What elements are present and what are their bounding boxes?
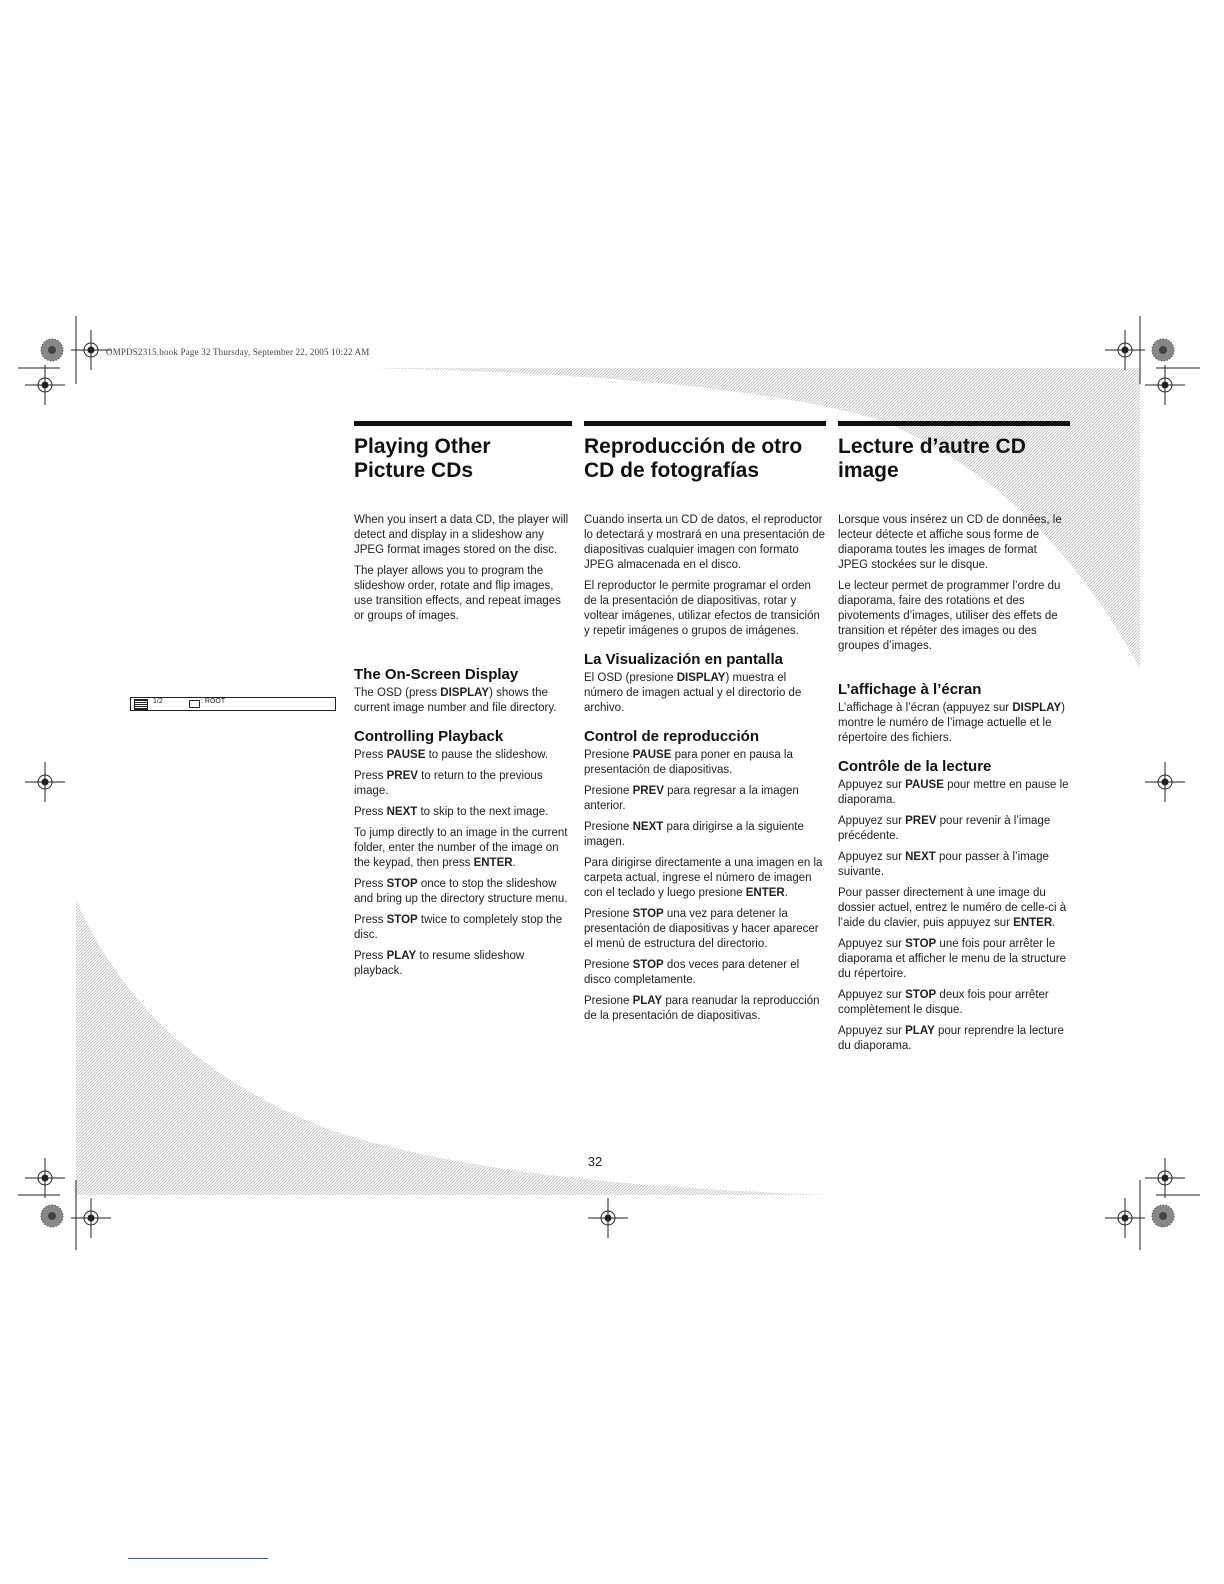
english-title (354, 435, 572, 483)
french-title-line2: image (838, 459, 899, 482)
french-osd-heading: L’affichage à l’écran (838, 681, 982, 698)
french-playback-stop-once: Appuyez sur STOP une fois pour arrêter le diaporama et afficher le menu de la structure du répertoire. (838, 938, 1066, 980)
english-title-line1: Playing Other (354, 435, 491, 458)
spanish-playback-stop-once: Presione STOP una vez para detener la presentación de diapositivas y hacer aparecer el menú de estructura del directorio. (584, 908, 819, 950)
english-title-line2: Picture CDs (354, 459, 474, 482)
english-playback-next: Press NEXT to skip to the next image. (354, 806, 549, 818)
french-playback-next: Appuyez sur NEXT pour passer à l’image suivante. (838, 851, 1049, 878)
english-playback-play: Press PLAY to resume slideshow playback. (354, 950, 525, 977)
spanish-osd-text: El OSD (presione DISPLAY) muestra el número de imagen actual y el directorio de archivo. (584, 672, 802, 714)
french-playback-prev: Appuyez sur PREV pour revenir à l’image précédente. (838, 815, 1051, 842)
spanish-playback-enter: Para dirigirse directamente a una imagen en la carpeta actual, ingrese el número de imagen con el teclado y luego presione ENTER. (584, 857, 823, 899)
english-playback-stop-once: Press STOP once to stop the slideshow and bring up the directory structure menu. (354, 878, 568, 905)
spanish-playback-play: Presione PLAY para reanudar la reproducción de la presentación de diapositivas. (584, 995, 820, 1022)
english-playback-prev: Press PREV to return to the previous image. (354, 770, 543, 797)
french-playback-enter: Pour passer directement à une image du dossier actuel, entrez le numéro de celle-ci à l’aide du clavier, puis appuyez sur ENTER. (838, 887, 1067, 929)
french-playback-stop-twice: Appuyez sur STOP deux fois pour arrêter complètement le disque. (838, 989, 1049, 1016)
french-intro-2: Le lecteur permet de programmer l’ordre du diaporama, faire des rotations et des pivotements d’images, utiliser des effets de transition et répéter des images ou des groupes d’images. (838, 580, 1061, 652)
spanish-playback-pause: Presione PAUSE para poner en pausa la presentación de diapositivas. (584, 749, 793, 776)
osd-page-indicator: 1/2 (153, 698, 163, 705)
french-playback-play: Appuyez sur PLAY pour reprendre la lecture du diaporama. (838, 1025, 1064, 1052)
spanish-osd-heading: La Visualización en pantalla (584, 651, 783, 668)
osd-bar-illustration (130, 697, 336, 711)
image-stack-icon (134, 699, 148, 710)
english-osd-text: The OSD (press DISPLAY) shows the current image number and file directory. (354, 687, 557, 714)
english-playback-pause: Press PAUSE to pause the slideshow. (354, 749, 549, 761)
spanish-title (584, 435, 826, 483)
french-playback-heading: Contrôle de la lecture (838, 758, 992, 775)
spanish-column (584, 421, 826, 1030)
english-osd-heading: The On-Screen Display (354, 666, 519, 683)
french-osd-text: L’affichage à l’écran (appuyez sur DISPLAY) montre le numéro de l’image actuelle et le répertoire des fichiers. (838, 702, 1065, 744)
folder-icon (189, 700, 200, 708)
heading-rule (584, 421, 826, 426)
spanish-playback-prev: Presione PREV para regresar a la imagen anterior. (584, 785, 799, 812)
english-playback-stop-twice: Press STOP twice to completely stop the disc. (354, 914, 563, 941)
french-title-line1: Lecture d’autre CD (838, 435, 1026, 458)
french-title (838, 435, 1070, 483)
english-column (354, 421, 572, 985)
spanish-title-line1: Reproducción de otro (584, 435, 803, 458)
spanish-playback-stop-twice: Presione STOP dos veces para detener el disco completamente. (584, 959, 800, 986)
english-intro-2: The player allows you to program the slideshow order, rotate and flip images, use transition effects, and repeat images or groups of images. (354, 565, 561, 622)
english-intro-1: When you insert a data CD, the player will detect and display in a slideshow any JPEG format images stored on the disc. (354, 514, 569, 556)
spanish-intro-1: Cuando inserta un CD de datos, el reproductor lo detectará y mostrará en una presentación de diapositivas cualquier imagen con formato JPEG almacenada en el disco. (584, 514, 826, 571)
spanish-playback-next: Presione NEXT para dirigirse a la siguiente imagen. (584, 821, 804, 848)
heading-rule (354, 421, 572, 426)
french-intro-1: Lorsque vous insérez un CD de données, le lecteur détecte et affiche sous forme de diaporama toutes les images de format JPEG stockées sur le disque. (838, 514, 1062, 571)
footer-line (128, 1558, 268, 1559)
spanish-playback-heading: Control de reproducción (584, 728, 760, 745)
spanish-intro-2: El reproductor le permite programar el orden de la presentación de diapositivas, rotar y voltear imágenes, utilizar efectos de transición y repetir imágenes o grupos de imágenes. (584, 580, 820, 637)
crop-header-text: OMPDS2315.book Page 32 Thursday, September 22, 2005 10:22 AM (106, 347, 370, 357)
heading-rule (838, 421, 1070, 426)
english-playback-enter: To jump directly to an image in the current folder, enter the number of the image on the keypad, then press ENTER. (354, 827, 568, 869)
page-number: 32 (587, 1154, 603, 1169)
spanish-title-line2: CD de fotografías (584, 459, 760, 482)
french-column (838, 421, 1070, 1060)
french-playback-pause: Appuyez sur PAUSE pour mettre en pause le diaporama. (838, 779, 1069, 806)
osd-directory: : ROOT (201, 698, 226, 705)
english-playback-heading: Controlling Playback (354, 728, 504, 745)
